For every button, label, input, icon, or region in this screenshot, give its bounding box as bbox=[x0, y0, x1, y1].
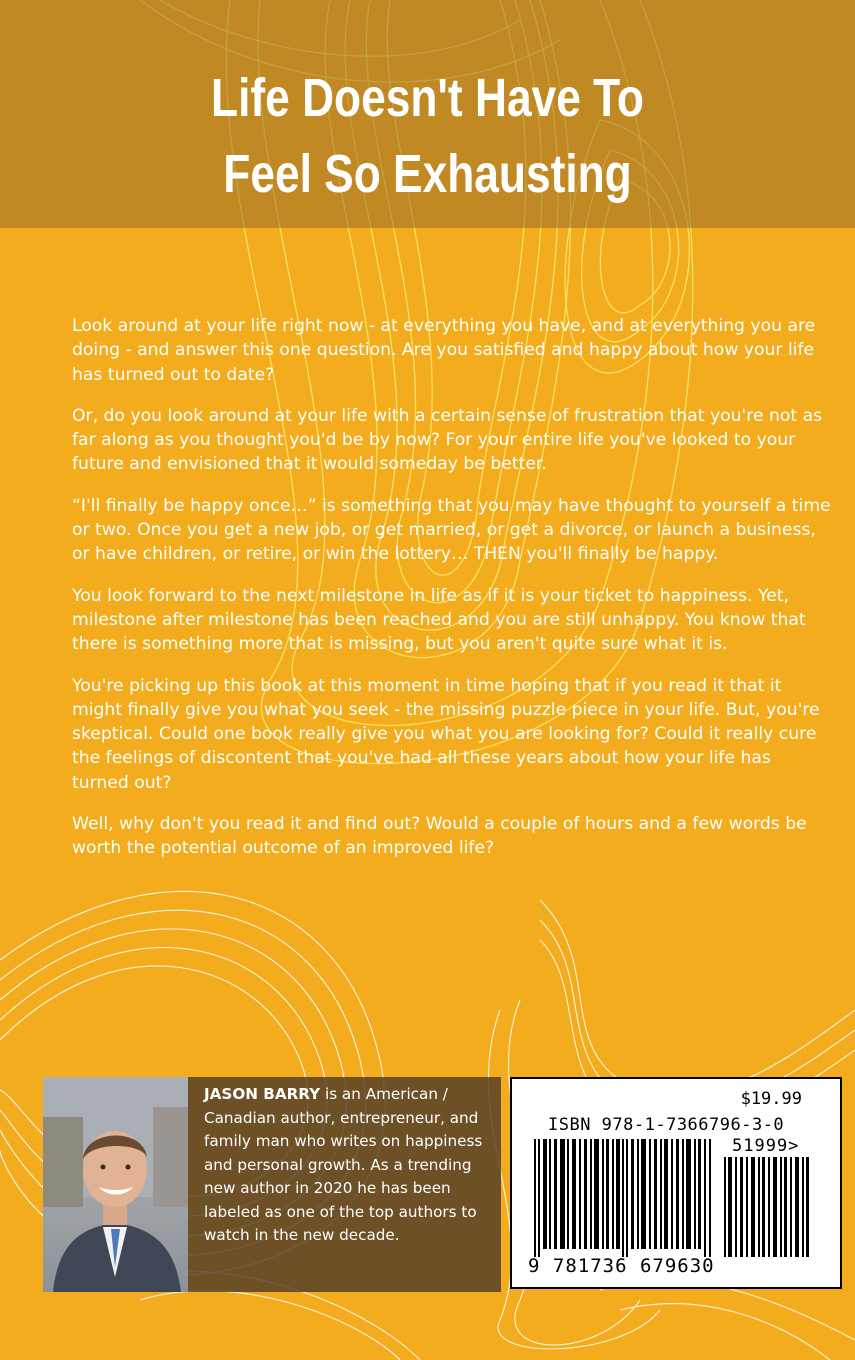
blurb-text bbox=[72, 314, 832, 878]
ean-digits: 9 781736 679630 bbox=[528, 1255, 715, 1277]
blurb-paragraph-3: “I'll finally be happy once…” is something that you may have thought to yourself a time or two. Once you get a new job, or get married, or get a divorce, or launch a business, or have children, or retire, or win the lottery… THEN you'll finally be happy. bbox=[72, 495, 831, 565]
addon-barcode-bars bbox=[724, 1157, 814, 1257]
blurb-paragraph-2: Or, do you look around at your life with a certain sense of frustration that you're not as far along as you thought you'd be by now? For your entire life you've looked to your future and envisioned that it would someday be better. bbox=[72, 405, 823, 475]
price-label: $19.99 bbox=[740, 1089, 802, 1109]
author-bio-panel bbox=[43, 1077, 501, 1292]
blurb-paragraph-6: Well, why don't you read it and find out? Would a couple of hours and a few words be worth the potential outcome of an improved life? bbox=[72, 814, 807, 859]
isbn-barcode bbox=[510, 1077, 842, 1289]
author-photo bbox=[43, 1077, 188, 1292]
blurb-paragraph-1: Look around at your life right now - at everything you have, and at everything you are doing - and answer this one question. Are you satisfied and happy about how your life has turned out to date? bbox=[72, 316, 816, 385]
title-line-1: Life Doesn't Have To bbox=[211, 68, 644, 128]
title-line-2: Feel So Exhausting bbox=[223, 144, 632, 204]
author-bio-text bbox=[204, 1083, 494, 1248]
blurb-paragraph-5: You're picking up this book at this moment in time hoping that if you read it that it might finally give you what you seek - the missing puzzle piece in your life. But, you're skeptical. Could one book really give you what you are looking for? Could it really cure the feelings of discontent that you've had all these years about how your life has turned out? bbox=[72, 675, 820, 793]
ean-barcode-bars bbox=[534, 1139, 714, 1257]
author-bio-body: is an American / Canadian author, entrepreneur, and family man who writes on happiness and personal growth. As a trending new author in 2020 he has been labeled as one of the top authors to watch in the new decade. bbox=[204, 1085, 483, 1244]
book-title bbox=[77, 60, 778, 212]
isbn-label: ISBN 978-1-7366796-3-0 bbox=[548, 1115, 785, 1135]
blurb-paragraph-4: You look forward to the next milestone in life as if it is your ticket to happiness. Yet, milestone after milestone has been reached and you are still unhappy. You know that there is something more that is missing, but you aren't quite sure what it is. bbox=[72, 585, 806, 655]
author-name: JASON BARRY bbox=[204, 1085, 321, 1103]
price-addon-code: 51999> bbox=[732, 1136, 800, 1156]
